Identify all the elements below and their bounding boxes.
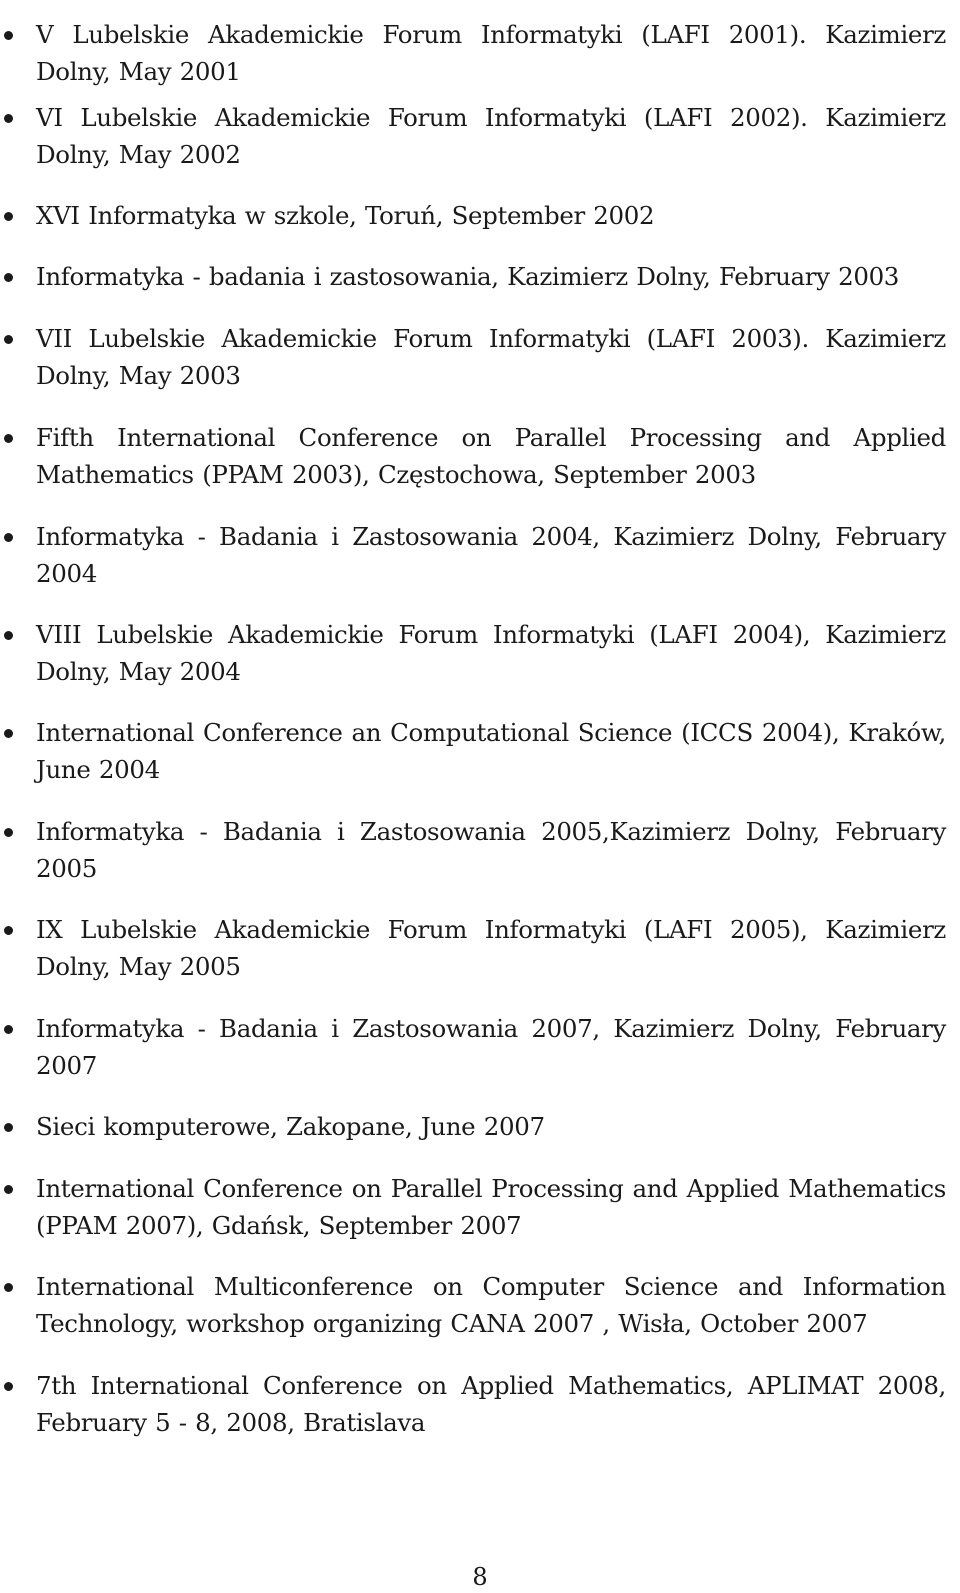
- list-item: [36, 1010, 946, 1084]
- list-item: [36, 1268, 946, 1342]
- bullet-icon: [4, 1382, 13, 1391]
- list-item: [36, 1367, 946, 1441]
- bullet-icon: [4, 434, 13, 443]
- bullet-icon: [4, 273, 13, 282]
- bullet-icon: [4, 1283, 13, 1292]
- list-item-text: VIII Lubelskie Akademickie Forum Informatyki (LAFI 2004), Kazimierz Dolny, May 2004: [36, 620, 946, 686]
- list-item-text: Informatyka - Badania i Zastosowania 2005,Kazimierz Dolny, February 2005: [36, 817, 946, 883]
- bullet-icon: [4, 533, 13, 542]
- bullet-icon: [4, 114, 13, 123]
- page-number: 8: [472, 1563, 488, 1591]
- list-item-text: Informatyka - Badania i Zastosowania 2007, Kazimierz Dolny, February 2007: [36, 1014, 946, 1080]
- list-item: [36, 258, 946, 295]
- bullet-icon: [4, 1185, 13, 1194]
- list-item: [36, 813, 946, 887]
- list-item-text: International Conference an Computational Science (ICCS 2004), Kraków, June 2004: [36, 718, 946, 784]
- list-item: [36, 197, 946, 234]
- list-item: [36, 99, 946, 173]
- list-item-text: XVI Informatyka w szkole, Toruń, September 2002: [36, 201, 655, 230]
- list-item: [36, 518, 946, 592]
- list-item-text: International Multiconference on Computer Science and Information Technology, workshop organizing CANA 2007 , Wisła, October 2007: [36, 1272, 946, 1338]
- bullet-icon: [4, 31, 13, 40]
- list-item: [36, 616, 946, 690]
- list-item: [36, 320, 946, 394]
- list-item-text: IX Lubelskie Akademickie Forum Informatyki (LAFI 2005), Kazimierz Dolny, May 2005: [36, 915, 946, 981]
- list-item: [36, 714, 946, 788]
- list-item: [36, 911, 946, 985]
- bullet-icon: [4, 335, 13, 344]
- list-item: [36, 1108, 946, 1145]
- list-item: [36, 1170, 946, 1244]
- bullet-icon: [4, 212, 13, 221]
- bullet-icon: [4, 1025, 13, 1034]
- list-item: [36, 16, 946, 90]
- bullet-icon: [4, 631, 13, 640]
- list-item-text: Informatyka - Badania i Zastosowania 2004, Kazimierz Dolny, February 2004: [36, 522, 946, 588]
- list-item: [36, 419, 946, 493]
- list-item-text: V Lubelskie Akademickie Forum Informatyki (LAFI 2001). Kazimierz Dolny, May 2001: [36, 20, 946, 86]
- list-item-text: Informatyka - badania i zastosowania, Kazimierz Dolny, February 2003: [36, 262, 900, 291]
- list-item-text: VI Lubelskie Akademickie Forum Informatyki (LAFI 2002). Kazimierz Dolny, May 2002: [36, 103, 946, 169]
- bullet-icon: [4, 1123, 13, 1132]
- bullet-icon: [4, 926, 13, 935]
- list-item-text: 7th International Conference on Applied Mathematics, APLIMAT 2008, February 5 - 8, 2008, Bratislava: [36, 1371, 946, 1437]
- list-item-text: International Conference on Parallel Processing and Applied Mathematics (PPAM 2007), Gdańsk, September 2007: [36, 1174, 946, 1240]
- list-item-text: Sieci komputerowe, Zakopane, June 2007: [36, 1112, 545, 1141]
- bullet-icon: [4, 828, 13, 837]
- list-item-text: Fifth International Conference on Parallel Processing and Applied Mathematics (PPAM 2003), Częstochowa, September 2003: [36, 423, 946, 489]
- list-item-text: VII Lubelskie Akademickie Forum Informatyki (LAFI 2003). Kazimierz Dolny, May 2003: [36, 324, 946, 390]
- bullet-icon: [4, 729, 13, 738]
